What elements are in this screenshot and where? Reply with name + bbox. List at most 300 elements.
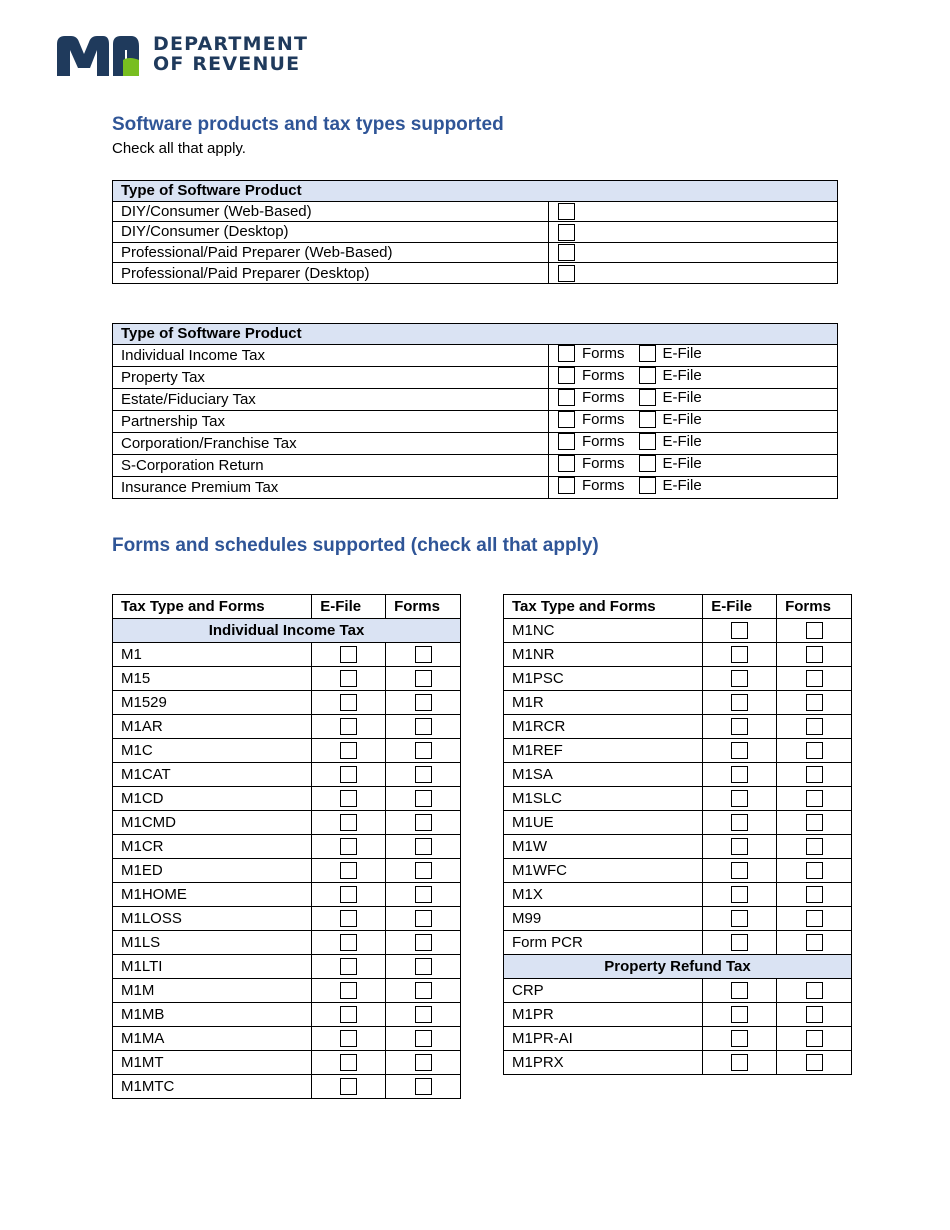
checkbox-cell — [777, 787, 852, 811]
forms-checkbox[interactable] — [415, 694, 432, 711]
forms-checkbox[interactable] — [415, 910, 432, 927]
logo-line-1: DEPARTMENT — [153, 33, 309, 55]
form-name: M1R — [504, 691, 703, 715]
checkbox-cell — [703, 979, 777, 1003]
forms-checkbox[interactable] — [806, 742, 823, 759]
form-name: M1ED — [113, 859, 312, 883]
forms-option — [558, 477, 639, 494]
instruction-text: Check all that apply. — [112, 140, 246, 157]
forms-label: Forms — [582, 344, 625, 362]
efile-checkbox[interactable] — [340, 742, 357, 759]
form-name: M1PR-AI — [504, 1027, 703, 1051]
checkbox-cell — [312, 859, 386, 883]
form-name: M1CAT — [113, 763, 312, 787]
form-row — [113, 883, 461, 907]
checkbox-cell — [777, 763, 852, 787]
form-row — [504, 619, 852, 643]
col-header-tax-type: Tax Type and Forms — [113, 595, 312, 619]
checkbox-cell — [312, 1051, 386, 1075]
forms-checkbox[interactable] — [806, 910, 823, 927]
checkbox-cell — [312, 1027, 386, 1051]
product-type-checkbox[interactable] — [558, 224, 575, 241]
checkbox-cell — [777, 667, 852, 691]
checkbox-cell — [386, 835, 461, 859]
forms-option — [558, 345, 639, 362]
table-header: Type of Software Product — [113, 324, 838, 345]
logo-line-2: OF REVENUE — [153, 53, 301, 75]
form-row — [504, 763, 852, 787]
forms-checkbox[interactable] — [558, 411, 575, 428]
forms-option — [558, 389, 639, 406]
forms-checkbox[interactable] — [806, 670, 823, 687]
product-type-checkbox[interactable] — [558, 203, 575, 220]
checkbox-cell — [312, 907, 386, 931]
efile-checkbox[interactable] — [639, 477, 656, 494]
efile-option — [639, 389, 716, 406]
forms-checkbox[interactable] — [806, 718, 823, 735]
checkbox-cell — [549, 263, 838, 284]
section-row — [504, 955, 852, 979]
form-row — [504, 1027, 852, 1051]
checkbox-cell — [703, 835, 777, 859]
logo-text — [153, 34, 308, 74]
table-row — [113, 263, 838, 284]
checkbox-cell — [386, 1051, 461, 1075]
checkbox-cell — [549, 242, 838, 263]
form-row — [504, 1003, 852, 1027]
checkbox-cell — [549, 454, 838, 476]
efile-checkbox[interactable] — [340, 766, 357, 783]
form-name: M1MTC — [113, 1075, 312, 1099]
form-name: M1CD — [113, 787, 312, 811]
checkbox-cell — [312, 739, 386, 763]
efile-checkbox[interactable] — [639, 411, 656, 428]
forms-checkbox[interactable] — [558, 477, 575, 494]
efile-checkbox[interactable] — [731, 1054, 748, 1071]
checkbox-cell — [312, 931, 386, 955]
checkbox-cell — [312, 883, 386, 907]
software-product-table — [112, 180, 838, 284]
forms-checkbox[interactable] — [806, 646, 823, 663]
table-row — [113, 432, 838, 454]
forms-checkbox[interactable] — [415, 934, 432, 951]
form-row — [113, 835, 461, 859]
forms-checkbox[interactable] — [415, 862, 432, 879]
checkbox-cell — [386, 883, 461, 907]
form-row — [504, 859, 852, 883]
forms-checkbox[interactable] — [415, 646, 432, 663]
efile-checkbox[interactable] — [731, 718, 748, 735]
forms-checkbox[interactable] — [806, 694, 823, 711]
checkbox-cell — [703, 883, 777, 907]
checkbox-cell — [386, 1027, 461, 1051]
checkbox-cell — [312, 811, 386, 835]
forms-checkbox[interactable] — [415, 814, 432, 831]
checkbox-cell — [703, 859, 777, 883]
efile-checkbox[interactable] — [340, 838, 357, 855]
efile-checkbox[interactable] — [340, 670, 357, 687]
forms-checkbox[interactable] — [806, 838, 823, 855]
checkbox-cell — [312, 1075, 386, 1099]
efile-checkbox[interactable] — [731, 886, 748, 903]
form-row — [113, 763, 461, 787]
form-row — [113, 739, 461, 763]
forms-checkbox[interactable] — [806, 934, 823, 951]
efile-checkbox[interactable] — [340, 934, 357, 951]
forms-checkbox[interactable] — [415, 718, 432, 735]
checkbox-cell — [703, 667, 777, 691]
checkbox-cell — [703, 715, 777, 739]
efile-checkbox[interactable] — [639, 367, 656, 384]
forms-label: Forms — [582, 366, 625, 384]
efile-label: E-File — [662, 344, 702, 362]
col-header-efile: E-File — [312, 595, 386, 619]
checkbox-cell — [703, 787, 777, 811]
checkbox-cell — [703, 1051, 777, 1075]
efile-checkbox[interactable] — [340, 814, 357, 831]
efile-checkbox[interactable] — [639, 345, 656, 362]
efile-checkbox[interactable] — [731, 1030, 748, 1047]
forms-label: Forms — [582, 432, 625, 450]
efile-checkbox[interactable] — [731, 934, 748, 951]
checkbox-cell — [777, 619, 852, 643]
efile-checkbox[interactable] — [340, 1054, 357, 1071]
efile-checkbox[interactable] — [340, 982, 357, 999]
efile-checkbox[interactable] — [731, 862, 748, 879]
form-name: M1LTI — [113, 955, 312, 979]
tax-type-label: Property Tax — [113, 366, 549, 388]
forms-checkbox[interactable] — [415, 1030, 432, 1047]
form-name: M1NR — [504, 643, 703, 667]
table-row — [113, 366, 838, 388]
checkbox-cell — [312, 955, 386, 979]
checkbox-cell — [777, 811, 852, 835]
checkbox-cell — [386, 859, 461, 883]
checkbox-cell — [312, 715, 386, 739]
form-name: M1M — [113, 979, 312, 1003]
checkbox-cell — [386, 955, 461, 979]
efile-label: E-File — [662, 410, 702, 428]
form-name: M1CMD — [113, 811, 312, 835]
forms-checkbox[interactable] — [558, 345, 575, 362]
product-type-label: Professional/Paid Preparer (Web-Based) — [113, 242, 549, 263]
efile-checkbox[interactable] — [340, 694, 357, 711]
forms-checkbox[interactable] — [558, 367, 575, 384]
table-row — [113, 476, 838, 498]
efile-checkbox[interactable] — [731, 814, 748, 831]
table-row — [113, 388, 838, 410]
checkbox-cell — [703, 619, 777, 643]
checkbox-cell — [549, 201, 838, 222]
checkbox-cell — [777, 691, 852, 715]
form-row — [113, 907, 461, 931]
product-type-checkbox[interactable] — [558, 265, 575, 282]
forms-checkbox[interactable] — [806, 1030, 823, 1047]
form-name: M1SA — [504, 763, 703, 787]
form-name: Form PCR — [504, 931, 703, 955]
efile-option — [639, 477, 716, 494]
forms-label: Forms — [582, 476, 625, 494]
checkbox-cell — [703, 643, 777, 667]
col-header-forms: Forms — [386, 595, 461, 619]
efile-checkbox[interactable] — [639, 433, 656, 450]
efile-checkbox[interactable] — [340, 718, 357, 735]
table-row — [113, 242, 838, 263]
forms-checkbox[interactable] — [806, 814, 823, 831]
form-name: M1WFC — [504, 859, 703, 883]
forms-option — [558, 367, 639, 384]
checkbox-cell — [386, 643, 461, 667]
tax-type-label: Partnership Tax — [113, 410, 549, 432]
forms-table-left — [112, 594, 461, 1099]
forms-checkbox[interactable] — [806, 886, 823, 903]
checkbox-cell — [703, 907, 777, 931]
form-name: M1W — [504, 835, 703, 859]
checkbox-cell — [703, 739, 777, 763]
form-name: M1529 — [113, 691, 312, 715]
forms-checkbox[interactable] — [806, 862, 823, 879]
checkbox-cell — [777, 739, 852, 763]
checkbox-cell — [312, 1003, 386, 1027]
table-row — [113, 222, 838, 243]
form-row — [504, 811, 852, 835]
forms-checkbox[interactable] — [415, 742, 432, 759]
forms-option — [558, 433, 639, 450]
checkbox-cell — [312, 667, 386, 691]
form-row — [113, 979, 461, 1003]
checkbox-cell — [777, 931, 852, 955]
efile-checkbox[interactable] — [639, 389, 656, 406]
efile-checkbox[interactable] — [340, 1030, 357, 1047]
checkbox-cell — [386, 811, 461, 835]
efile-option — [639, 433, 716, 450]
forms-option — [558, 455, 639, 472]
form-name: M1UE — [504, 811, 703, 835]
checkbox-cell — [777, 859, 852, 883]
form-name: M1REF — [504, 739, 703, 763]
forms-checkbox[interactable] — [558, 433, 575, 450]
form-name: M1C — [113, 739, 312, 763]
checkbox-cell — [386, 907, 461, 931]
efile-label: E-File — [662, 366, 702, 384]
efile-label: E-File — [662, 432, 702, 450]
forms-checkbox[interactable] — [415, 838, 432, 855]
efile-checkbox[interactable] — [340, 862, 357, 879]
forms-checkbox[interactable] — [415, 790, 432, 807]
form-row — [504, 907, 852, 931]
form-row — [504, 787, 852, 811]
efile-checkbox[interactable] — [731, 838, 748, 855]
checkbox-cell — [386, 931, 461, 955]
checkbox-cell — [386, 715, 461, 739]
tax-type-label: Insurance Premium Tax — [113, 476, 549, 498]
checkbox-cell — [777, 643, 852, 667]
checkbox-cell — [549, 222, 838, 243]
checkbox-cell — [312, 979, 386, 1003]
forms-checkbox[interactable] — [415, 670, 432, 687]
form-row — [113, 1003, 461, 1027]
form-row — [113, 667, 461, 691]
tax-type-label: Estate/Fiduciary Tax — [113, 388, 549, 410]
form-name: M99 — [504, 907, 703, 931]
checkbox-cell — [777, 1027, 852, 1051]
efile-checkbox[interactable] — [731, 1006, 748, 1023]
product-type-label: DIY/Consumer (Desktop) — [113, 222, 549, 243]
form-name: M15 — [113, 667, 312, 691]
forms-label: Forms — [582, 410, 625, 428]
tax-type-label: S-Corporation Return — [113, 454, 549, 476]
section-title-forms: Forms and schedules supported (check all that apply) — [112, 535, 599, 556]
section-row-individual-income-tax: Individual Income Tax — [113, 619, 461, 643]
forms-option — [558, 411, 639, 428]
checkbox-cell — [312, 787, 386, 811]
form-row — [504, 883, 852, 907]
mn-logo-icon — [57, 34, 141, 76]
forms-checkbox[interactable] — [558, 455, 575, 472]
product-type-label: Professional/Paid Preparer (Desktop) — [113, 263, 549, 284]
efile-option — [639, 455, 716, 472]
form-name: M1PR — [504, 1003, 703, 1027]
table-row — [113, 201, 838, 222]
form-row — [113, 715, 461, 739]
forms-table-right — [503, 594, 852, 1075]
efile-option — [639, 345, 716, 362]
forms-checkbox[interactable] — [558, 389, 575, 406]
form-row — [504, 835, 852, 859]
forms-checkbox[interactable] — [415, 1006, 432, 1023]
form-name: M1PRX — [504, 1051, 703, 1075]
forms-checkbox[interactable] — [415, 982, 432, 999]
product-type-checkbox[interactable] — [558, 244, 575, 261]
checkbox-cell — [312, 835, 386, 859]
efile-checkbox[interactable] — [731, 670, 748, 687]
efile-checkbox[interactable] — [731, 790, 748, 807]
section-title-software: Software products and tax types supported — [112, 114, 504, 135]
checkbox-cell — [386, 787, 461, 811]
table-header: Type of Software Product — [113, 181, 838, 202]
efile-checkbox[interactable] — [639, 455, 656, 472]
form-row — [504, 715, 852, 739]
efile-label: E-File — [662, 388, 702, 406]
form-row — [504, 1051, 852, 1075]
forms-checkbox[interactable] — [415, 1078, 432, 1095]
tax-type-table — [112, 323, 838, 499]
efile-checkbox[interactable] — [731, 742, 748, 759]
form-row — [504, 667, 852, 691]
col-header-tax-type: Tax Type and Forms — [504, 595, 703, 619]
form-row — [113, 1051, 461, 1075]
efile-checkbox[interactable] — [340, 886, 357, 903]
efile-checkbox[interactable] — [340, 646, 357, 663]
form-row — [504, 739, 852, 763]
checkbox-cell — [549, 410, 838, 432]
tax-type-label: Corporation/Franchise Tax — [113, 432, 549, 454]
checkbox-cell — [777, 907, 852, 931]
efile-option — [639, 411, 716, 428]
forms-checkbox[interactable] — [806, 622, 823, 639]
checkbox-cell — [549, 344, 838, 366]
checkbox-cell — [549, 476, 838, 498]
efile-option — [639, 367, 716, 384]
checkbox-cell — [703, 1003, 777, 1027]
department-logo — [57, 33, 309, 78]
form-row — [113, 811, 461, 835]
efile-checkbox[interactable] — [731, 694, 748, 711]
form-name: M1AR — [113, 715, 312, 739]
checkbox-cell — [549, 432, 838, 454]
efile-checkbox[interactable] — [731, 622, 748, 639]
efile-checkbox[interactable] — [340, 910, 357, 927]
form-name: M1NC — [504, 619, 703, 643]
forms-checkbox[interactable] — [415, 958, 432, 975]
efile-checkbox[interactable] — [731, 646, 748, 663]
checkbox-cell — [549, 366, 838, 388]
form-row — [113, 787, 461, 811]
forms-checkbox[interactable] — [806, 1054, 823, 1071]
form-name: M1SLC — [504, 787, 703, 811]
form-name: M1LS — [113, 931, 312, 955]
forms-checkbox[interactable] — [806, 766, 823, 783]
forms-checkbox[interactable] — [806, 790, 823, 807]
efile-checkbox[interactable] — [340, 1078, 357, 1095]
checkbox-cell — [386, 1075, 461, 1099]
form-name: M1CR — [113, 835, 312, 859]
form-row — [504, 643, 852, 667]
col-header-forms: Forms — [777, 595, 852, 619]
form-name: M1RCR — [504, 715, 703, 739]
efile-checkbox[interactable] — [340, 1006, 357, 1023]
efile-checkbox[interactable] — [731, 982, 748, 999]
forms-checkbox[interactable] — [415, 766, 432, 783]
table-row — [113, 410, 838, 432]
form-row — [113, 931, 461, 955]
checkbox-cell — [312, 691, 386, 715]
form-name: M1LOSS — [113, 907, 312, 931]
form-name: M1HOME — [113, 883, 312, 907]
forms-checkbox[interactable] — [415, 1054, 432, 1071]
form-row — [113, 643, 461, 667]
checkbox-cell — [312, 643, 386, 667]
checkbox-cell — [386, 691, 461, 715]
checkbox-cell — [777, 883, 852, 907]
efile-checkbox[interactable] — [340, 790, 357, 807]
efile-checkbox[interactable] — [731, 766, 748, 783]
forms-label: Forms — [582, 454, 625, 472]
form-name: M1 — [113, 643, 312, 667]
form-row — [504, 931, 852, 955]
tax-type-label: Individual Income Tax — [113, 344, 549, 366]
form-row — [113, 1075, 461, 1099]
checkbox-cell — [777, 715, 852, 739]
forms-checkbox[interactable] — [415, 886, 432, 903]
forms-label: Forms — [582, 388, 625, 406]
table-row — [113, 344, 838, 366]
efile-checkbox[interactable] — [340, 958, 357, 975]
table-row — [113, 454, 838, 476]
forms-checkbox[interactable] — [806, 1006, 823, 1023]
form-row — [113, 691, 461, 715]
checkbox-cell — [386, 1003, 461, 1027]
checkbox-cell — [703, 811, 777, 835]
efile-checkbox[interactable] — [731, 910, 748, 927]
form-row — [504, 979, 852, 1003]
checkbox-cell — [777, 1051, 852, 1075]
checkbox-cell — [386, 739, 461, 763]
checkbox-cell — [777, 1003, 852, 1027]
form-name: M1MT — [113, 1051, 312, 1075]
forms-checkbox[interactable] — [806, 982, 823, 999]
form-name: M1PSC — [504, 667, 703, 691]
